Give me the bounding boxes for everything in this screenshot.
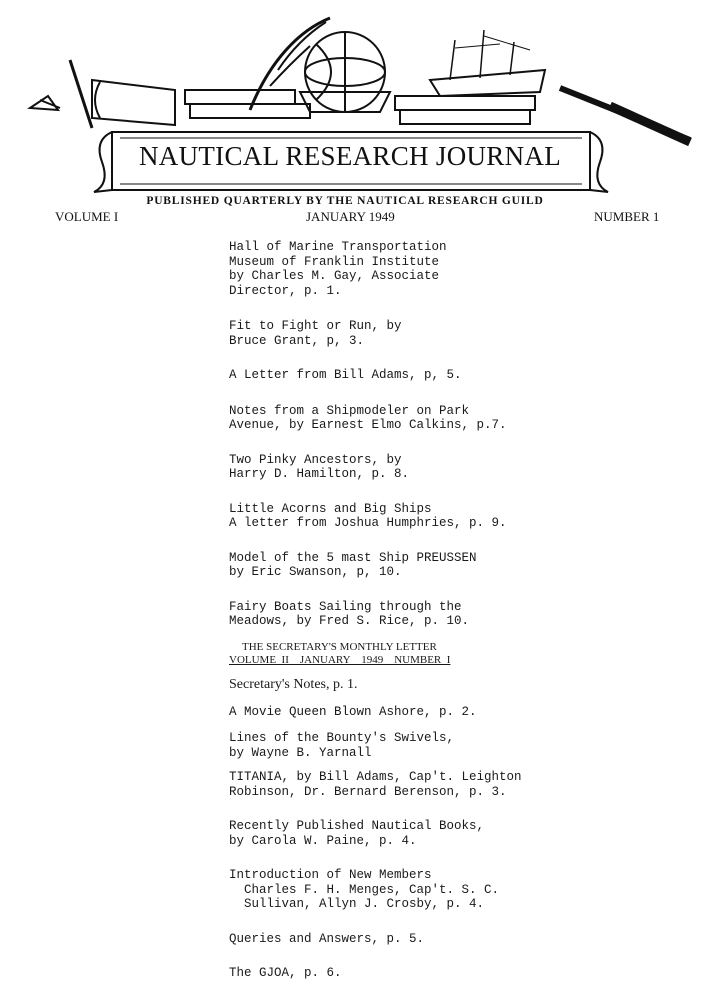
toc-entry <box>229 319 559 348</box>
toc-entry-line: Recently Published Nautical Books, <box>229 819 485 833</box>
toc-entry <box>229 404 559 433</box>
toc-entry-line: Model of the 5 mast Ship PREUSSEN <box>229 550 477 565</box>
toc-entry-line: Avenue, by Earnest Elmo Calkins, p.7. <box>229 418 507 432</box>
toc-entry-line: Harry D. Hamilton, p. 8. <box>229 467 410 481</box>
toc-entry <box>229 453 559 482</box>
toc-entry-line: Museum of Franklin Institute <box>229 254 440 269</box>
secretary-letter-heading <box>229 641 559 667</box>
journal-title: NAUTICAL RESEARCH JOURNAL <box>138 141 561 171</box>
toc-entry-line: Robinson, Dr. Bernard Berenson, p. 3. <box>229 784 507 799</box>
toc-entry <box>229 932 559 947</box>
secretary-notes-entry: Secretary's Notes, p. 1. <box>229 676 358 692</box>
toc-entry-line: Fit to Fight or Run, by <box>229 319 402 333</box>
toc-entry-line: Director, p. 1. <box>229 283 342 298</box>
toc-entry-line: Fairy Boats Sailing through the <box>229 599 462 614</box>
publisher-line: PUBLISHED QUARTERLY BY THE NAUTICAL RESEARCH GUILD <box>146 195 544 207</box>
toc-entry <box>229 966 559 981</box>
toc-entry-line: by Charles M. Gay, Associate <box>229 269 440 283</box>
toc-entry-line: by Carola W. Paine, p. 4. <box>229 833 417 848</box>
toc-entry <box>229 502 559 531</box>
toc-entry <box>229 240 559 298</box>
toc-entry-line: Sullivan, Allyn J. Crosby, p. 4. <box>229 897 485 911</box>
table-of-contents <box>229 240 559 981</box>
toc-entry-line: Notes from a Shipmodeler on Park <box>229 403 470 418</box>
toc-entry <box>229 705 559 720</box>
toc-entry <box>229 600 559 629</box>
toc-entry-line: A letter from Joshua Humphries, p. 9. <box>229 516 507 530</box>
issue-number: NUMBER 1 <box>594 209 660 224</box>
letter-issue-line: VOLUME II JANUARY 1949 NUMBER I <box>229 653 451 666</box>
letter-title: THE SECRETARY'S MONTHLY LETTER <box>242 640 437 653</box>
toc-entry-line: Two Pinky Ancestors, by <box>229 452 402 467</box>
toc-entry-line: by Eric Swanson, p, 10. <box>229 565 402 579</box>
toc-entry <box>229 770 559 799</box>
masthead <box>0 0 704 230</box>
toc-entry-line: Little Acorns and Big Ships <box>229 501 432 516</box>
toc-entry <box>229 731 559 760</box>
toc-entry <box>229 368 559 383</box>
toc-entry-line: Hall of Marine Transportation <box>229 240 447 254</box>
toc-entry-line: Meadows, by Fred S. Rice, p. 10. <box>229 614 470 628</box>
toc-entry <box>229 551 559 580</box>
volume-label: VOLUME I <box>55 209 119 224</box>
toc-entry-line: Introduction of New Members <box>229 868 432 882</box>
toc-entry-line: Bruce Grant, p, 3. <box>229 333 365 348</box>
toc-entry-line: Charles F. H. Menges, Cap't. S. C. <box>229 882 500 897</box>
toc-entry-line: A Letter from Bill Adams, p, 5. <box>229 368 462 382</box>
toc-entry-line: The GJOA, p. 6. <box>229 966 342 980</box>
toc-entry-line: TITANIA, by Bill Adams, Cap't. Leighton <box>229 770 522 784</box>
toc-entry-line: Lines of the Bounty's Swivels, <box>229 731 455 745</box>
toc-entry-line: by Wayne B. Yarnall <box>229 745 372 760</box>
toc-entry <box>229 868 559 912</box>
toc-entry <box>229 819 559 848</box>
toc-entry-line: A Movie Queen Blown Ashore, p. 2. <box>229 704 477 719</box>
issue-date: JANUARY 1949 <box>306 209 395 224</box>
toc-entry-line: Queries and Answers, p. 5. <box>229 931 425 946</box>
